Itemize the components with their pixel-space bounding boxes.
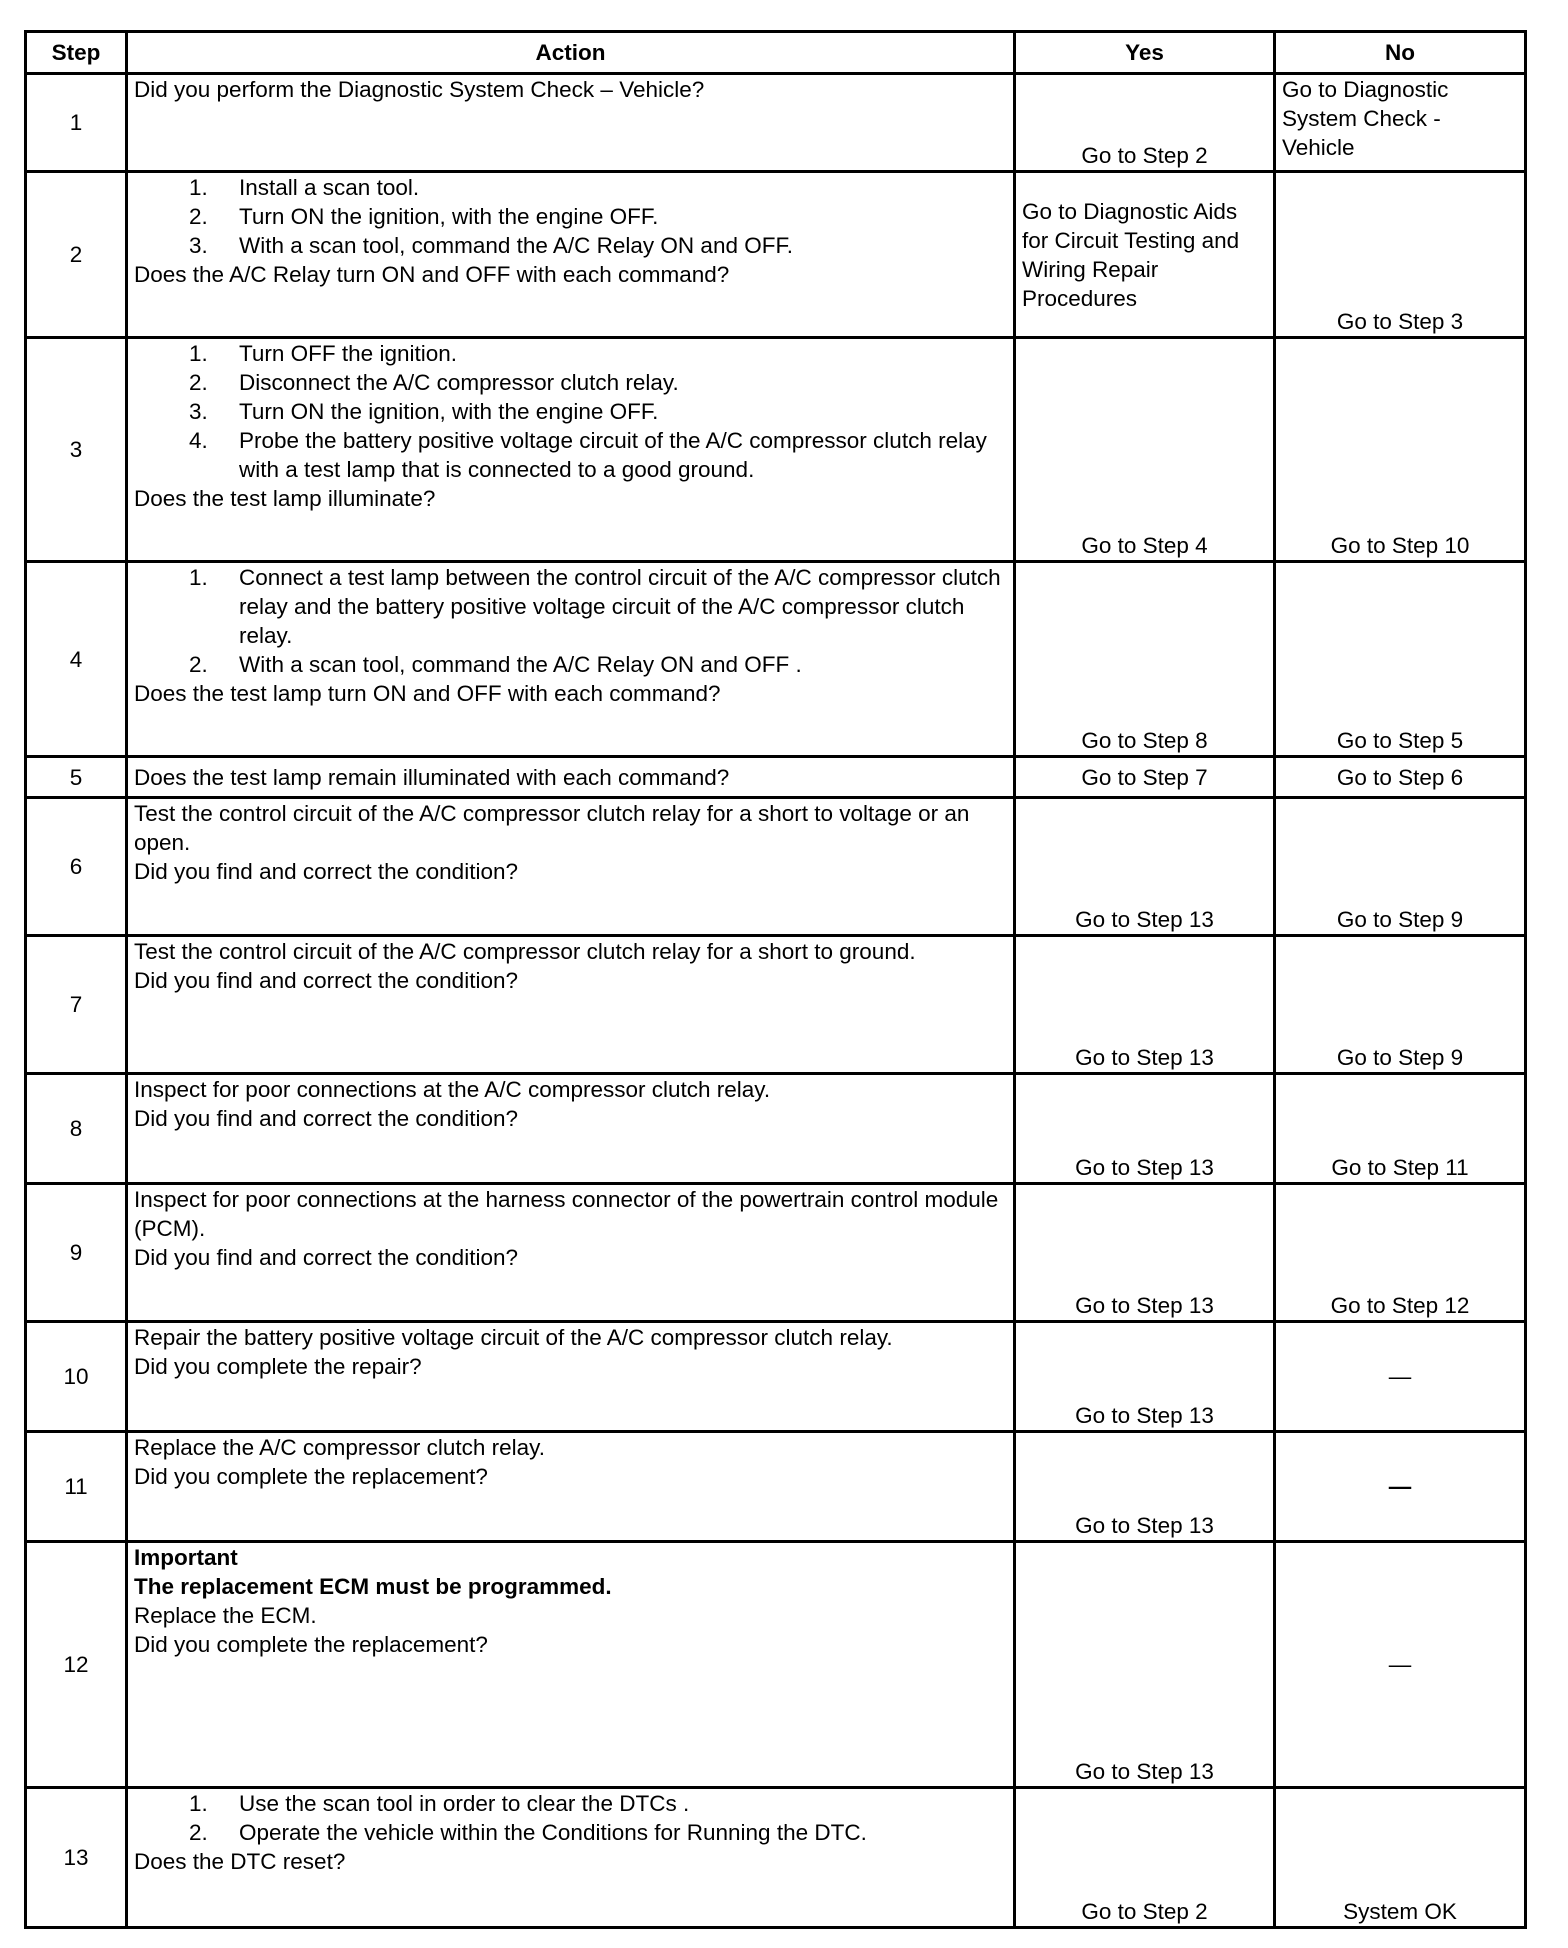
question-text: Does the test lamp turn ON and OFF with each command?	[134, 681, 721, 706]
step-number: 8	[26, 1074, 127, 1184]
action-cell	[127, 338, 1015, 562]
action-cell	[127, 1788, 1015, 1928]
no-cell: —	[1275, 1432, 1526, 1542]
important-label: Important	[134, 1545, 238, 1570]
instruction-list	[134, 339, 1007, 484]
no-cell: Go to Step 10	[1275, 338, 1526, 562]
step-number: 10	[26, 1322, 127, 1432]
instruction-text: Inspect for poor connections at the A/C compressor clutch relay.	[134, 1077, 771, 1102]
question-text: Does the A/C Relay turn ON and OFF with each command?	[134, 262, 730, 287]
action-cell	[127, 936, 1015, 1074]
list-item: 1. Install a scan tool.	[189, 175, 420, 200]
no-cell: System OK	[1275, 1788, 1526, 1928]
table-row-step-2	[26, 172, 1526, 338]
instruction-text: Replace the ECM.	[134, 1603, 317, 1628]
step-number: 7	[26, 936, 127, 1074]
header-action: Action	[127, 32, 1015, 74]
table-row-step-6	[26, 798, 1526, 936]
table-row-step-11	[26, 1432, 1526, 1542]
yes-cell: Go to Diagnostic Aids for Circuit Testing and Wiring Repair Procedures	[1015, 172, 1275, 338]
question-text: Did you complete the replacement?	[134, 1632, 488, 1657]
instruction-list	[134, 563, 1007, 679]
action-cell	[127, 798, 1015, 936]
no-cell: —	[1275, 1542, 1526, 1788]
question-text: Did you find and correct the condition?	[134, 1106, 518, 1131]
header-no: No	[1275, 32, 1526, 74]
list-item: 3. With a scan tool, command the A/C Relay ON and OFF.	[189, 233, 793, 258]
step-number: 1	[26, 74, 127, 172]
step-number: 5	[26, 757, 127, 798]
instruction-text: Repair the battery positive voltage circuit of the A/C compressor clutch relay.	[134, 1325, 893, 1350]
step-number: 9	[26, 1184, 127, 1322]
table-row-step-1	[26, 74, 1526, 172]
question-text: Did you find and correct the condition?	[134, 968, 518, 993]
no-cell: Go to Step 9	[1275, 798, 1526, 936]
list-item: 2. With a scan tool, command the A/C Relay ON and OFF .	[189, 652, 802, 677]
diagnostic-table	[24, 30, 1527, 1929]
step-number: 13	[26, 1788, 127, 1928]
question-text: Did you complete the replacement?	[134, 1464, 488, 1489]
table-row-step-8	[26, 1074, 1526, 1184]
no-cell: Go to Step 11	[1275, 1074, 1526, 1184]
instruction-text: Inspect for poor connections at the harness connector of the powertrain control module (PCM).	[134, 1187, 999, 1241]
no-cell: Go to Step 6	[1275, 757, 1526, 798]
yes-cell: Go to Step 13	[1015, 1322, 1275, 1432]
question-text: Does the test lamp remain illuminated with each command?	[134, 764, 730, 790]
table-row-step-13	[26, 1788, 1526, 1928]
instruction-text: Replace the A/C compressor clutch relay.	[134, 1435, 546, 1460]
step-number: 11	[26, 1432, 127, 1542]
list-item: 2. Disconnect the A/C compressor clutch relay.	[189, 370, 679, 395]
list-item: 2. Turn ON the ignition, with the engine OFF.	[189, 204, 659, 229]
yes-cell: Go to Step 13	[1015, 798, 1275, 936]
no-cell: Go to Diagnostic System Check - Vehicle	[1275, 74, 1526, 172]
header-yes: Yes	[1015, 32, 1275, 74]
instruction-list	[134, 173, 1007, 260]
table-row-step-9	[26, 1184, 1526, 1322]
important-note: The replacement ECM must be programmed.	[134, 1574, 612, 1599]
question-text: Did you perform the Diagnostic System Check – Vehicle?	[134, 77, 705, 102]
no-cell: Go to Step 5	[1275, 562, 1526, 757]
table-row-step-4	[26, 562, 1526, 757]
step-number: 6	[26, 798, 127, 936]
instruction-text: Test the control circuit of the A/C compressor clutch relay for a short to voltage or an open.	[134, 801, 970, 855]
list-item: 4. Probe the battery positive voltage circuit of the A/C compressor clutch relay with a test lamp that is connected to a good ground.	[189, 428, 987, 482]
instruction-text: Test the control circuit of the A/C compressor clutch relay for a short to ground.	[134, 939, 916, 964]
list-item: 3. Turn ON the ignition, with the engine OFF.	[189, 399, 659, 424]
yes-cell: Go to Step 13	[1015, 1432, 1275, 1542]
table-row-step-5	[26, 757, 1526, 798]
yes-cell: Go to Step 8	[1015, 562, 1275, 757]
step-number: 4	[26, 562, 127, 757]
list-item: 1. Turn OFF the ignition.	[189, 341, 458, 366]
yes-cell: Go to Step 13	[1015, 1074, 1275, 1184]
step-number: 3	[26, 338, 127, 562]
yes-cell: Go to Step 13	[1015, 1542, 1275, 1788]
yes-cell: Go to Step 4	[1015, 338, 1275, 562]
table-row-step-12	[26, 1542, 1526, 1788]
list-item: 1. Use the scan tool in order to clear the DTCs .	[189, 1791, 690, 1816]
yes-cell: Go to Step 13	[1015, 1184, 1275, 1322]
no-cell: Go to Step 9	[1275, 936, 1526, 1074]
header-step: Step	[26, 32, 127, 74]
action-cell	[127, 1322, 1015, 1432]
no-cell: —	[1275, 1322, 1526, 1432]
action-cell	[127, 172, 1015, 338]
yes-cell: Go to Step 7	[1015, 757, 1275, 798]
table-row-step-10	[26, 1322, 1526, 1432]
list-item: 2. Operate the vehicle within the Conditions for Running the DTC.	[189, 1820, 867, 1845]
instruction-list	[134, 1789, 1007, 1847]
step-number: 12	[26, 1542, 127, 1788]
action-cell	[127, 1542, 1015, 1788]
action-cell	[127, 562, 1015, 757]
table-row-step-3	[26, 338, 1526, 562]
header-row	[26, 32, 1526, 74]
question-text: Did you find and correct the condition?	[134, 1245, 518, 1270]
yes-cell: Go to Step 2	[1015, 74, 1275, 172]
question-text: Does the test lamp illuminate?	[134, 486, 436, 511]
step-number: 2	[26, 172, 127, 338]
action-cell	[127, 1184, 1015, 1322]
yes-cell: Go to Step 2	[1015, 1788, 1275, 1928]
yes-cell: Go to Step 13	[1015, 936, 1275, 1074]
action-cell	[127, 1432, 1015, 1542]
question-text: Did you find and correct the condition?	[134, 859, 518, 884]
list-item: 1. Connect a test lamp between the control circuit of the A/C compressor clutch relay and the battery positive voltage circuit of the A/C compressor clutch relay.	[189, 565, 1001, 648]
action-cell	[127, 757, 1015, 798]
question-text: Does the DTC reset?	[134, 1849, 346, 1874]
table-row-step-7	[26, 936, 1526, 1074]
action-cell	[127, 74, 1015, 172]
action-cell	[127, 1074, 1015, 1184]
no-cell: Go to Step 12	[1275, 1184, 1526, 1322]
question-text: Did you complete the repair?	[134, 1354, 422, 1379]
no-cell: Go to Step 3	[1275, 172, 1526, 338]
